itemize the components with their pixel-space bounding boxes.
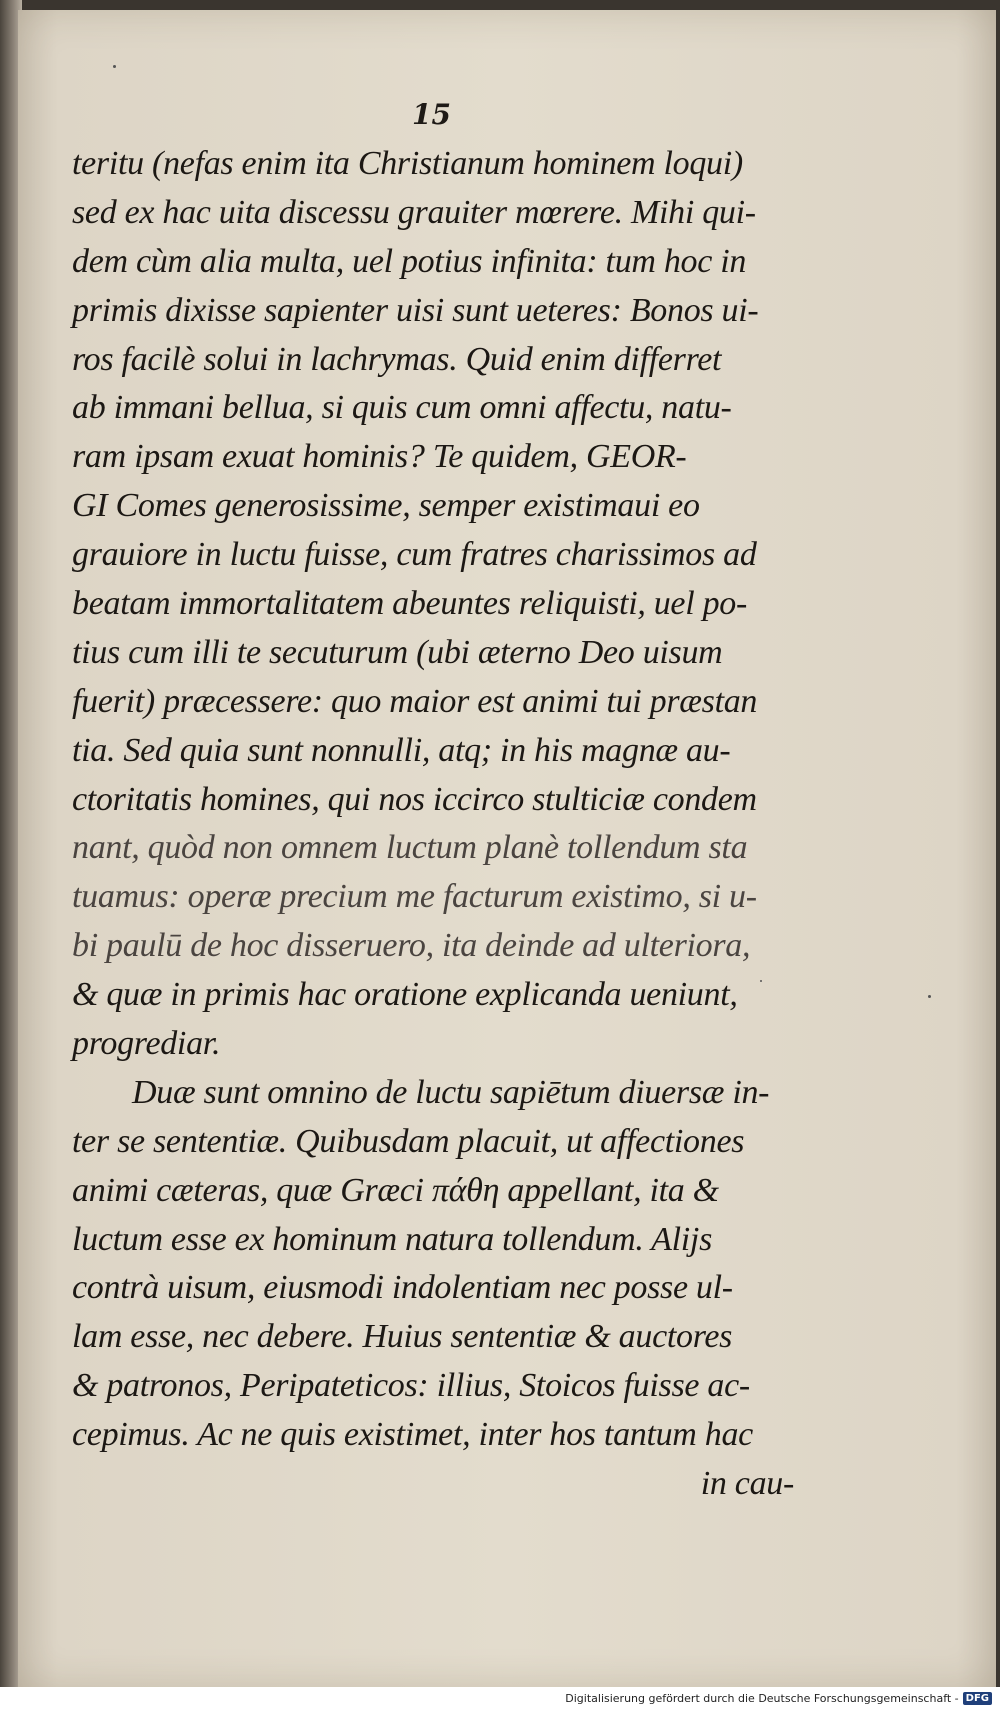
text-line: tuamus: operæ precium me facturum existimo, si u- [72,878,757,916]
text-line: ab immani bellua, si quis cum omni affectu, natu- [72,389,732,427]
text-line: fuerit) præcessere: quo maior est animi tui præstan [72,682,758,720]
funding-credit: Digitalisierung gefördert durch die Deutsche Forschungsgemeinschaft - [565,1691,959,1705]
text-line: tia. Sed quia sunt nonnulli, atq; in his magnæ au- [72,731,731,769]
text-line: ter se sententiæ. Quibusdam placuit, ut affectiones [72,1122,745,1160]
text-line: grauiore in luctu fuisse, cum fratres charissimos ad [72,536,757,574]
text-line: sed ex hac uita discessu grauiter mœrere. Mihi qui- [72,193,756,231]
text-line: cepimus. Ac ne quis existimet, inter hos tantum hac [72,1416,753,1454]
text-line: beatam immortalitatem abeuntes reliquisti, uel po- [72,585,747,623]
text-line: lam esse, nec debere. Huius sententiæ & auctores [72,1318,733,1356]
dfg-logo-icon: DFG [963,1692,992,1705]
text-line: & quæ in primis hac oratione explicanda ueniunt, [72,976,738,1014]
text-line: ros facilè solui in lachrymas. Quid enim differret [72,340,722,378]
text-line: animi cæteras, quæ Græci πάθη appellant, ita & [72,1171,719,1209]
paper-speck [928,995,931,998]
text-line: GI Comes generosissime, semper existimaui eo [72,487,700,525]
text-line: progrediar. [72,1025,221,1063]
text-line: ctoritatis homines, qui nos iccirco stulticiæ condem [72,780,757,818]
page-number: 15 [412,98,451,131]
text-line: Duæ sunt omnino de luctu sapiētum diuersæ in- [132,1073,770,1111]
text-line: bi paulū de hoc disseruero, ita deinde ad ulteriora, [72,927,751,965]
text-line: dem cùm alia multa, uel potius infinita: tum hoc in [72,242,747,280]
text-line: & patronos, Peripateticos: illius, Stoicos fuisse ac- [72,1367,750,1405]
digitization-footer [0,1687,1000,1709]
text-line: tius cum illi te secuturum (ubi æterno Deo uisum [72,633,723,671]
text-line: teritu (nefas enim ita Christianum hominem loqui) [72,145,743,182]
catchword: in cau- [700,1465,794,1503]
text-line: nant, quòd non omnem luctum planè tollendum sta [72,829,748,867]
text-line: ram ipsam exuat hominis? Te quidem, GEOR- [72,438,687,476]
text-line: contrà uisum, eiusmodi indolentiam nec posse ul- [72,1269,733,1307]
text-line: primis dixisse sapienter uisi sunt ueteres: Bonos ui- [72,291,759,329]
text-line: luctum esse ex hominum natura tollendum. Alijs [72,1220,713,1258]
paper-speck [113,65,116,68]
page-text [72,140,812,1509]
